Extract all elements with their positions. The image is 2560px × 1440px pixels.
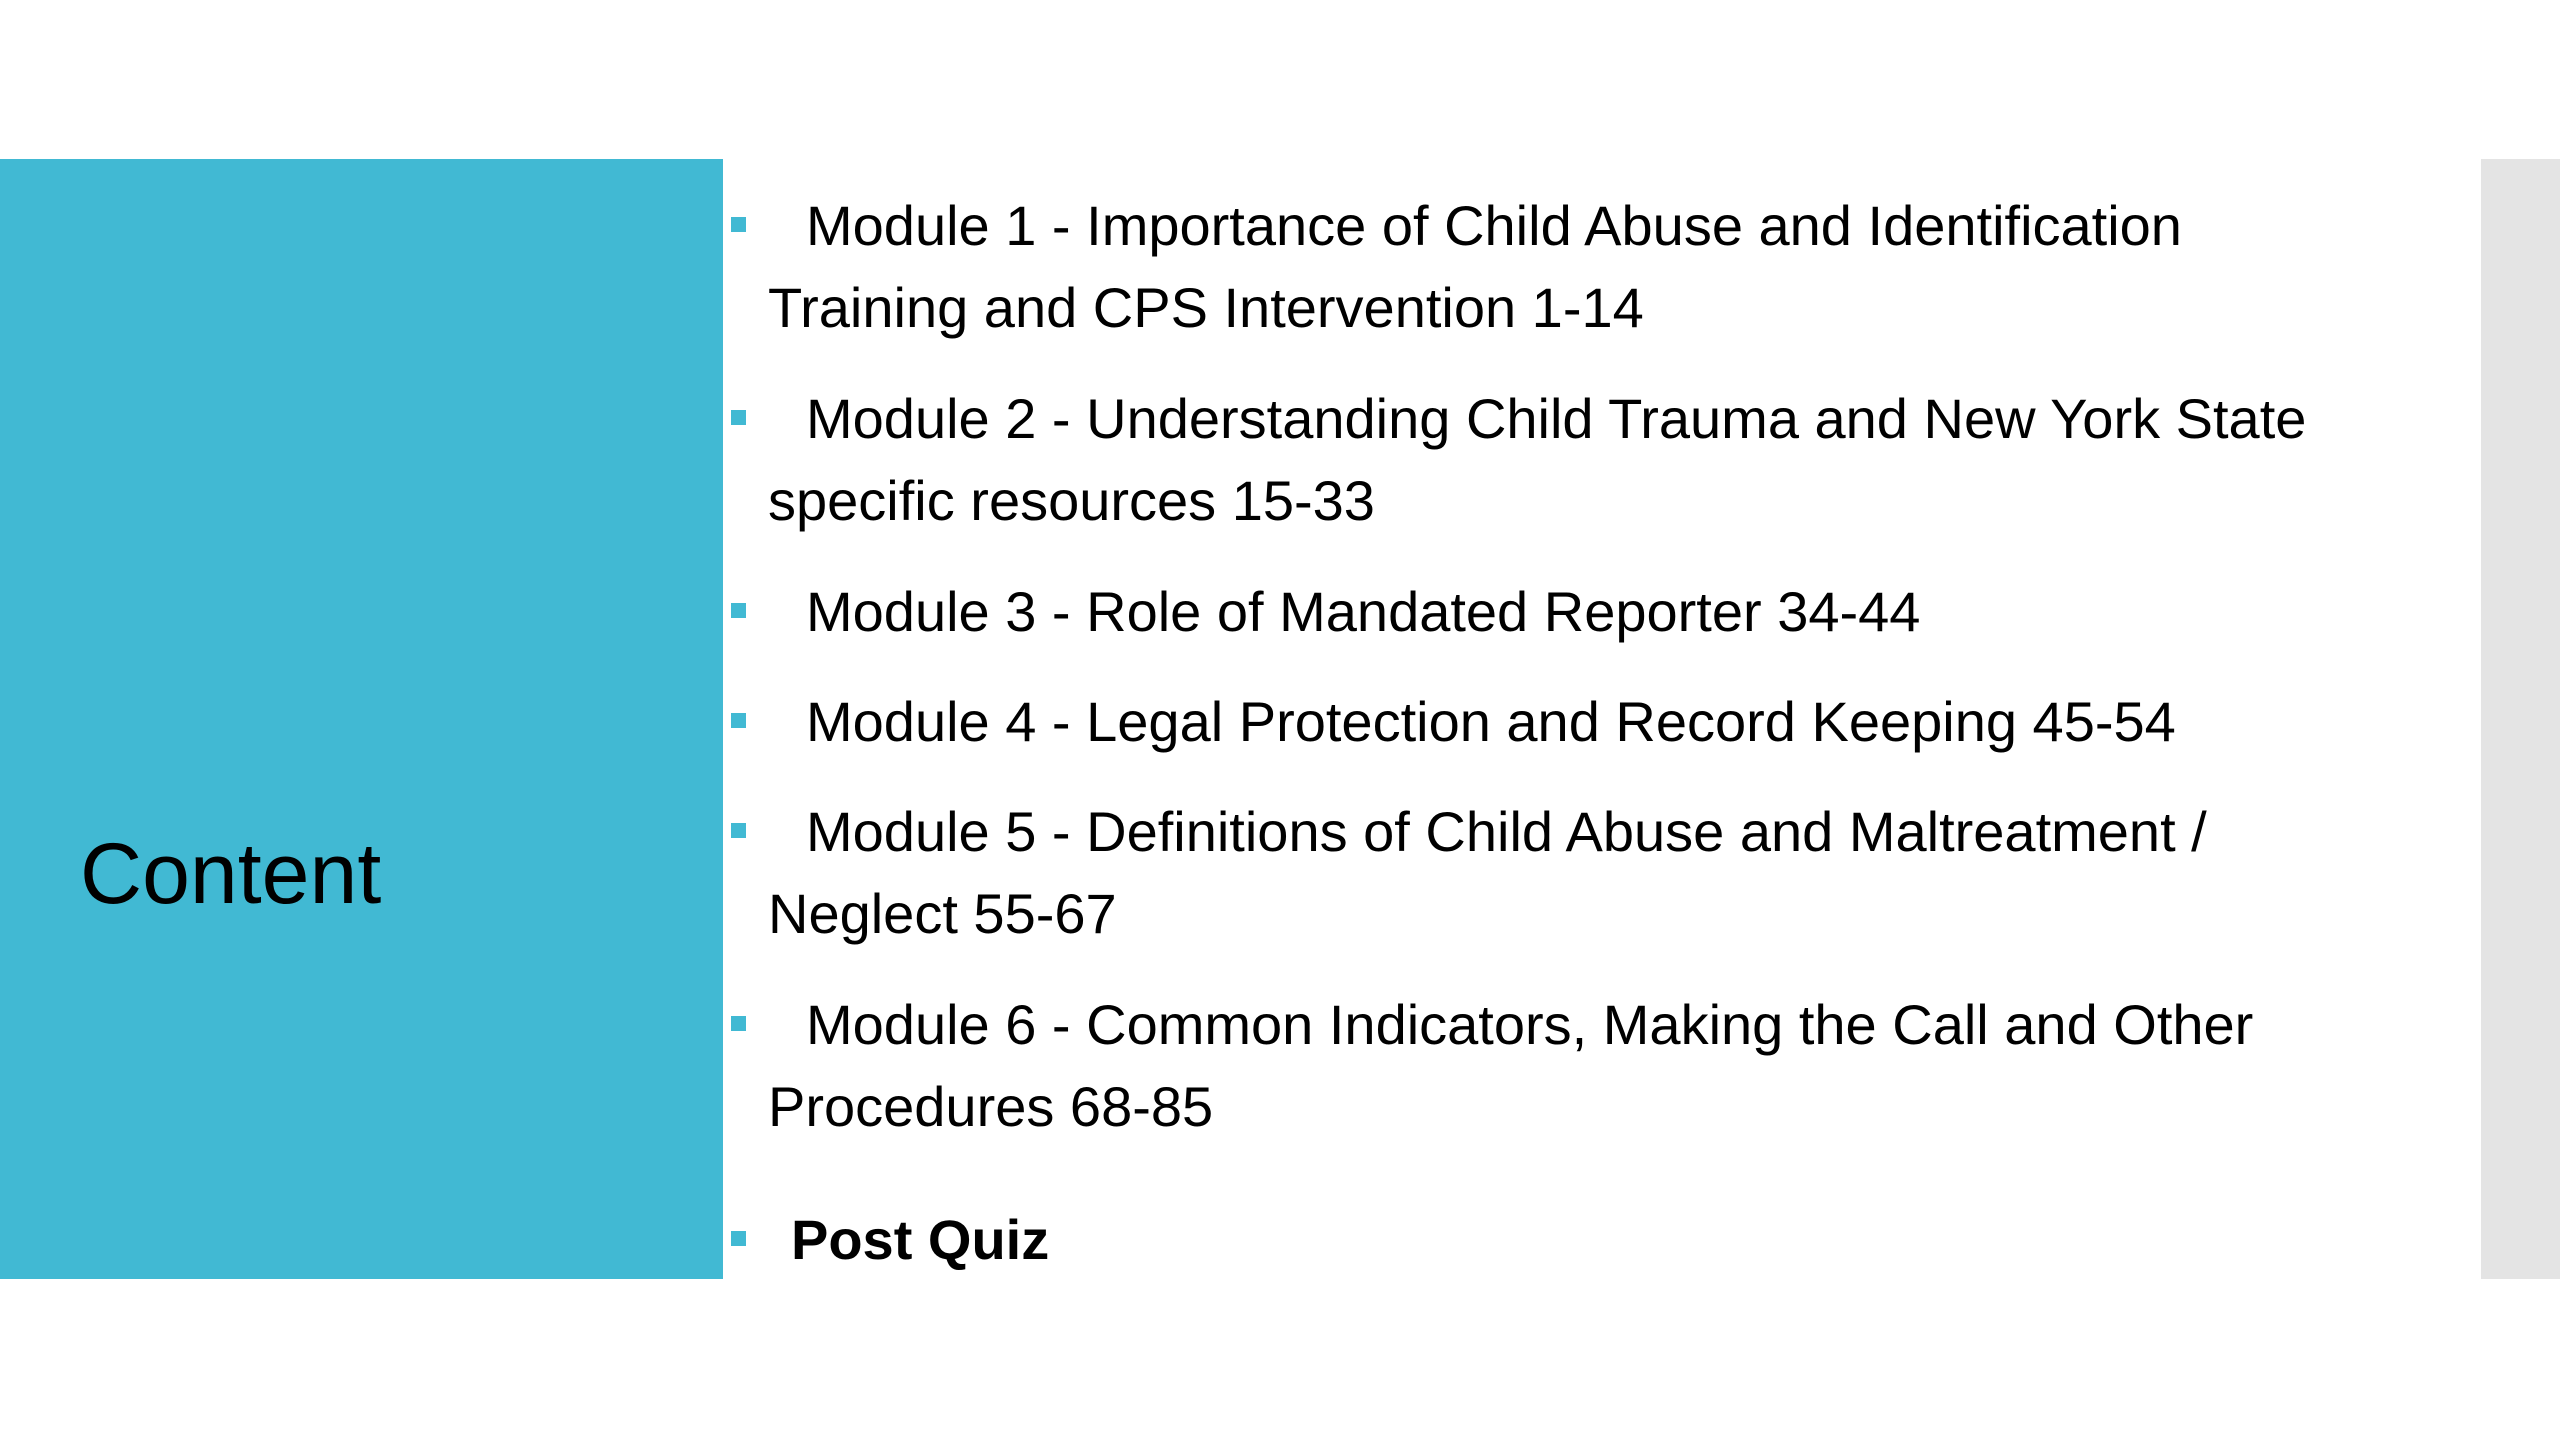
list-item-text <box>768 984 2458 1148</box>
list-item-line: Module 2 - Understanding Child Trauma and New York State <box>806 387 2307 450</box>
decorative-side-bar <box>2481 159 2560 1279</box>
list-item-line: Module 3 - Role of Mandated Reporter 34-44 <box>806 580 1921 643</box>
square-bullet-icon <box>731 1231 746 1246</box>
slide-title: Content <box>80 826 382 922</box>
list-item-text <box>768 681 2458 763</box>
list-item-line: Post Quiz <box>791 1208 1050 1271</box>
list-item-line: Procedures 68-85 <box>768 1075 1214 1138</box>
square-bullet-icon <box>731 823 746 838</box>
list-item-line: Module 5 - Definitions of Child Abuse and Maltreatment / <box>806 800 2207 863</box>
square-bullet-icon <box>731 410 746 425</box>
title-panel <box>0 159 723 1279</box>
list-item-text <box>768 791 2458 955</box>
list-item-text <box>768 378 2458 542</box>
square-bullet-icon <box>731 603 746 618</box>
list-item-line: Module 6 - Common Indicators, Making the Call and Other <box>806 993 2254 1056</box>
square-bullet-icon <box>731 217 746 232</box>
list-item-line: Neglect 55-67 <box>768 882 1117 945</box>
list-item-text <box>768 185 2458 349</box>
list-item-text <box>768 571 2458 653</box>
list-item-line: specific resources 15-33 <box>768 469 1375 532</box>
square-bullet-icon <box>731 1016 746 1031</box>
list-item-line: Training and CPS Intervention 1-14 <box>768 276 1644 339</box>
list-item-text <box>768 1199 2481 1281</box>
list-item-line: Module 1 - Importance of Child Abuse and Identification <box>806 194 2182 257</box>
list-item-line: Module 4 - Legal Protection and Record Keeping 45-54 <box>806 690 2176 753</box>
square-bullet-icon <box>731 713 746 728</box>
